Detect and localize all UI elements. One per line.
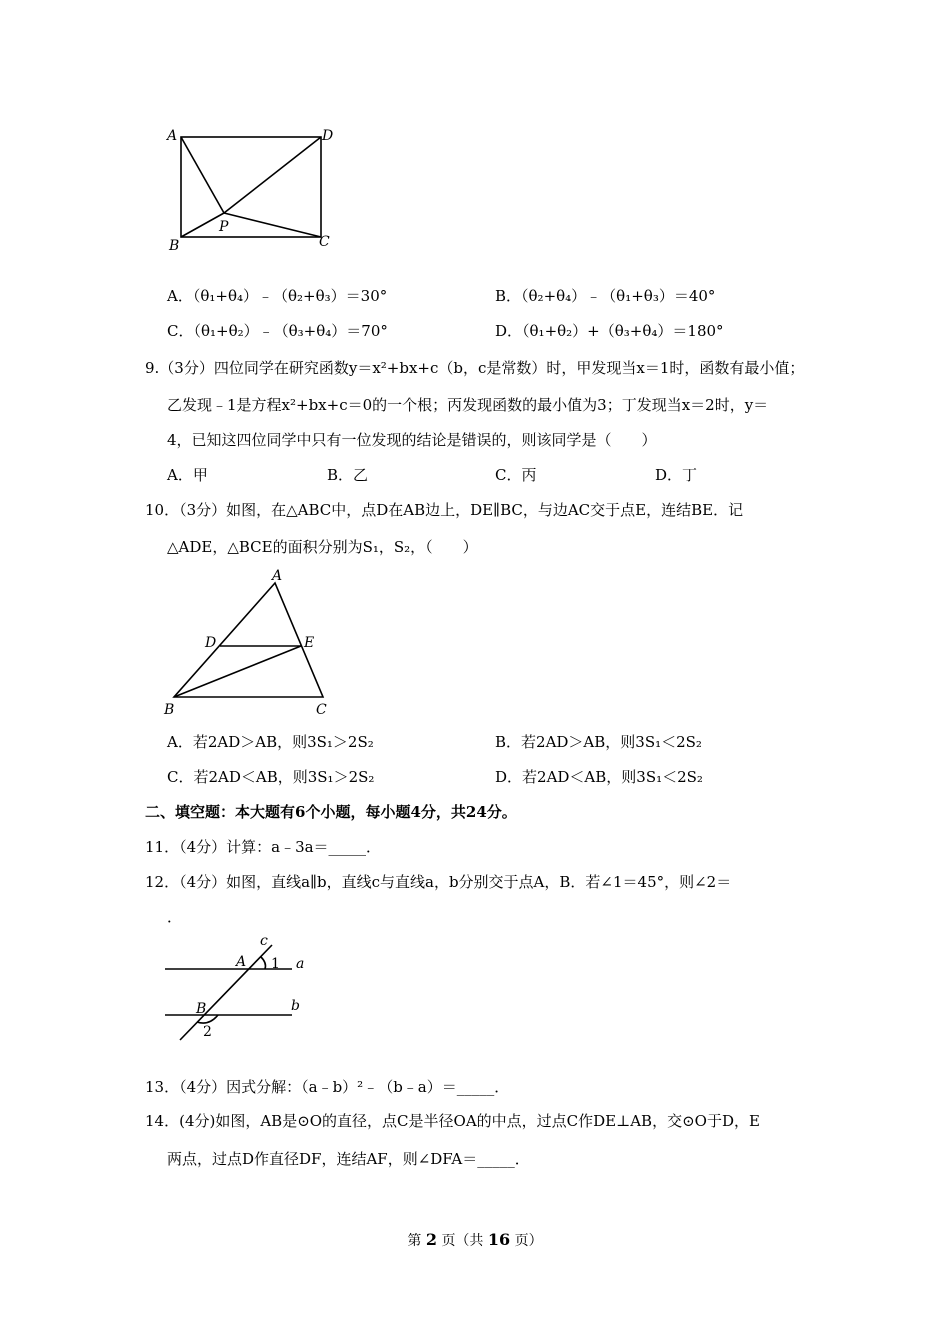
line-c: [180, 945, 272, 1040]
q9-option-b: B．乙: [327, 466, 369, 484]
page-number: 2: [425, 1230, 437, 1249]
q11: 11．（4分）计算：a﹣3a＝_____．: [145, 838, 382, 856]
label-2: 2: [203, 1024, 212, 1040]
page-footer: [0, 1230, 950, 1250]
section-2-heading: 二、填空题：本大题有6个小题，每小题4分，共24分。: [145, 803, 517, 821]
segment-cp: [224, 213, 321, 237]
parallel-lines-figure: [160, 930, 330, 1045]
label-c: c: [260, 933, 268, 949]
label-c: C: [319, 234, 330, 250]
q9-stem-line3: 4，已知这四位同学中只有一位发现的结论是错误的，则该同学是（ ）: [167, 431, 657, 449]
label-p: P: [219, 219, 229, 235]
label-d: D: [205, 635, 217, 651]
q14-stem-line1: 14．(4分)如图，AB是⊙O的直径，点C是半径OA的中点，过点C作DE⊥AB，交⊙O于D，E: [145, 1112, 760, 1130]
label-1: 1: [271, 956, 280, 972]
q10-option-d: D．若2AD＜AB，则3S₁＜2S₂: [495, 768, 703, 786]
q10-stem-line1: 10．（3分）如图，在△ABC中，点D在AB边上，DE∥BC，与边AC交于点E，连结BE．记: [145, 501, 744, 519]
label-a-point: A: [236, 954, 247, 970]
rectangle-figure: [160, 120, 360, 260]
q9-stem-line1: 9.（3分）四位同学在研究函数y＝x²+bx+c（b，c是常数）时，甲发现当x＝1时，函数有最小值；: [145, 359, 805, 377]
label-c: C: [316, 702, 327, 718]
segment-dp: [224, 137, 321, 213]
q8-option-a: A．（θ₁+θ₄）﹣（θ₂+θ₃）＝30°: [167, 287, 388, 305]
angle-1-arc: [261, 957, 266, 969]
label-d: D: [322, 128, 334, 144]
triangle-abc: [174, 583, 323, 697]
q9-option-a: A．甲: [167, 466, 208, 484]
label-b: B: [164, 702, 175, 718]
segment-bp: [181, 213, 224, 237]
label-a-line: a: [296, 956, 305, 972]
q9-option-d: D．丁: [655, 466, 698, 484]
rectangle-abcd: [181, 137, 321, 237]
total-pages: 16: [487, 1230, 511, 1249]
q8-option-c: C．（θ₁+θ₂）﹣（θ₃+θ₄）＝70°: [167, 322, 388, 340]
label-a: A: [272, 568, 283, 584]
q13: 13．（4分）因式分解：（a﹣b）²﹣（b﹣a）＝_____．: [145, 1078, 510, 1096]
triangle-figure: [160, 565, 350, 720]
q8-option-b: B．（θ₂+θ₄）﹣（θ₁+θ₃）＝40°: [495, 287, 716, 305]
q12-stem-line1: 12．（4分）如图，直线a∥b，直线c与直线a，b分别交于点A，B．若∠1＝45°，则∠2＝: [145, 873, 732, 891]
label-e: E: [304, 635, 315, 651]
segment-be: [174, 646, 301, 697]
label-a: A: [167, 128, 178, 144]
q10-stem-line2: △ADE，△BCE的面积分别为S₁，S₂，（ ）: [167, 538, 478, 556]
label-b-line: b: [291, 998, 300, 1014]
footer-prefix: 第: [407, 1233, 422, 1249]
q9-option-c: C．丙: [495, 466, 537, 484]
label-b: B: [169, 238, 180, 254]
q9-stem-line2: 乙发现﹣1是方程x²+bx+c＝0的一个根；丙发现函数的最小值为3；丁发现当x＝2时，y＝: [167, 396, 769, 414]
q10-option-c: C．若2AD＜AB，则3S₁＞2S₂: [167, 768, 375, 786]
footer-suffix: 页）: [514, 1233, 543, 1249]
label-b-point: B: [196, 1001, 207, 1017]
q10-option-b: B．若2AD＞AB，则3S₁＜2S₂: [495, 733, 702, 751]
q12-stem-line2: ．: [167, 908, 183, 926]
q14-stem-line2: 两点，过点D作直径DF，连结AF，则∠DFA＝_____．: [167, 1150, 530, 1168]
q8-option-d: D．（θ₁+θ₂）+（θ₃+θ₄）＝180°: [495, 322, 724, 340]
segment-ap: [181, 137, 224, 213]
footer-middle: 页（共: [441, 1233, 484, 1249]
q10-option-a: A．若2AD＞AB，则3S₁＞2S₂: [167, 733, 374, 751]
